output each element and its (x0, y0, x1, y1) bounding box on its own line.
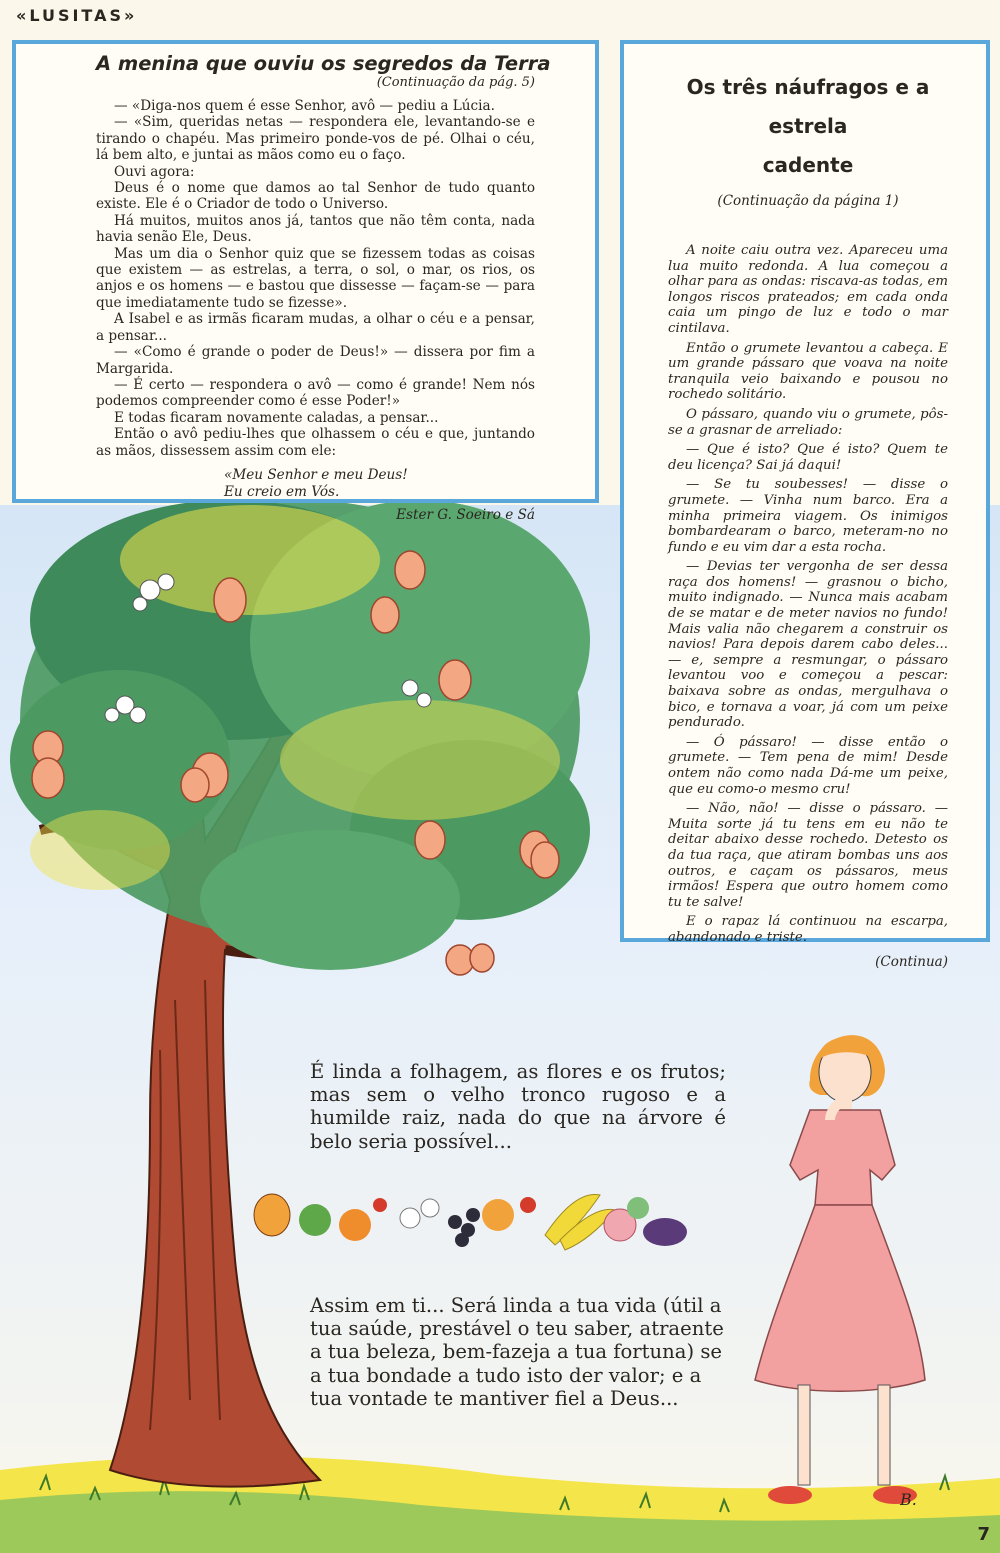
story2-body (668, 243, 948, 946)
story1-paragraph: — «Como é grande o poder de Deus!» — dissera por fim a Margarida. (96, 344, 535, 377)
story2-box (620, 40, 990, 970)
prayer-line: Eu creio em Vós. (224, 483, 340, 500)
story1-continuation: (Continuação da pág. 5) (376, 75, 535, 90)
story2-paragraph: — Que é isto? Que é isto? Quem te deu licença? Sai já daqui! (668, 442, 948, 473)
page-number: 7 (977, 1524, 990, 1545)
story1-prayer (224, 467, 535, 501)
story1-paragraph: Mas um dia o Senhor quiz que se fizessem todas as coisas que existem — as estrelas, a terra, o sol, o mar, os rios, os anjos e os homens — e bastou que dissesse — façam-se — para que imediatamente tudo se fizesse». (96, 245, 535, 311)
story1-paragraph: Há muitos, muitos anos já, tantos que não têm conta, nada havia senão Ele, Deus. (96, 212, 535, 246)
girl-illustration (755, 1035, 925, 1504)
caption-foliage: É linda a folhagem, as flores e os frutos; mas sem o velho tronco rugoso e a humilde raiz, nada do que na árvore é belo seria possível... (310, 1060, 726, 1153)
illustrator-mark: B. (900, 1490, 917, 1509)
tree-foliage-illustration (10, 500, 590, 970)
story1-title: A menina que ouviu os segredos da Terra (96, 52, 551, 75)
story1-body (96, 98, 535, 459)
story1-paragraph: — É certo — respondera o avô — como é grande! Nem nós podemos compreender como é esse Poder!» (96, 376, 535, 410)
story1-paragraph: A Isabel e as irmãs ficaram mudas, a olhar o céu e a pensar, a pensar... (96, 311, 535, 344)
caption-life: Assim em ti... Será linda a tua vida (útil a tua saúde, prestável o teu saber, atraente a tua beleza, bem-fazeja a tua fortuna) se a tua bondade a tudo isto der valor; e a tua vontade te mantiver fiel a Deus... (310, 1294, 724, 1410)
story2-continues: (Continua) (875, 953, 948, 970)
story1-box (12, 40, 599, 523)
story1-paragraph: Ouvi agora: (114, 163, 195, 180)
story2-title-line2: cadente (762, 153, 854, 177)
prayer-line: «Meu Senhor e meu Deus! (224, 466, 408, 483)
story2-title (668, 68, 948, 185)
story2-paragraph: E o rapaz lá continuou na escarpa, abandonado e triste. (668, 914, 948, 945)
story2-paragraph: — Devias ter vergonha de ser dessa raça dos homens! — grasnou o bicho, muito indignado. — Nunca mais acabam de se matar e de meter navios no fundo! Mais valia não chegarem a construir os navios! Para depois darem cabo deles... — e, sempre a resmungar, o pássaro levantou voo e começou a pescar: baixava sobre as ondas, mergulhava o bico, e tornava a voar, já com um peixe pendurado. (668, 559, 948, 731)
story2-paragraph: — Se tu soubesses! — disse o grumete. — Vinha num barco. Era a minha primeira viagem. Os inimigos bombardearam o barco, meteram-no no fundo e eu vim dar a esta rocha. (668, 477, 948, 555)
story2-title-line1: Os três náufragos e a estrela (686, 75, 930, 138)
fruit-garland-illustration (254, 1194, 687, 1250)
story1-paragraph: — «Sim, queridas netas — respondera ele, levantando-se e tirando o chapéu. Mas primeiro ponde-vos de pé. Olhai o céu, lá bem alto, e juntai as mãos como eu o faço. (96, 114, 535, 164)
story2-continuation: (Continuação da página 1) (717, 193, 899, 209)
story2-paragraph: A noite caiu outra vez. Apareceu uma lua muito redonda. A lua começou a olhar para as ondas: riscava-as todas, em longos riscos prateados; em cada onda caia um pingo de luz e todo o mar cintilava. (668, 243, 948, 336)
masthead: «LUSITAS» (16, 6, 138, 25)
story2-paragraph: Então o grumete levantou a cabeça. E um grande pássaro que voava na noite tranquila veio baixando e pousou no rochedo solitário. (668, 340, 948, 403)
story2-paragraph: — Ó pássaro! — disse então o grumete. — Tem pena de mim! Desde ontem não como nada Dá-me um peixe, que eu como-o mesmo cru! (668, 734, 948, 797)
story1-paragraph: Então o avô pediu-lhes que olhassem o céu e que, juntando as mãos, dissessem assim com ele: (96, 426, 535, 459)
story1-paragraph: — «Diga-nos quem é esse Senhor, avô — pediu a Lúcia. (114, 98, 495, 114)
story1-author: Ester G. Soeiro e Sá (396, 506, 535, 523)
story1-paragraph: Deus é o nome que damos ao tal Senhor de tudo quanto existe. Ele é o Criador de todo o Universo. (96, 180, 535, 213)
story2-paragraph: — Não, não! — disse o pássaro. —Muita sorte já tu tens em eu não te deitar abaixo desse rochedo. Detesto os da tua raça, que atiram bombas uns aos outros, e caçam os pássaros, meus irmãos! Espera que outro homem como tu te salve! (668, 801, 948, 910)
story2-paragraph: O pássaro, quando viu o grumete, pôs-se a grasnar de arreliado: (668, 406, 948, 438)
story1-paragraph: E todas ficaram novamente caladas, a pensar... (114, 409, 439, 426)
